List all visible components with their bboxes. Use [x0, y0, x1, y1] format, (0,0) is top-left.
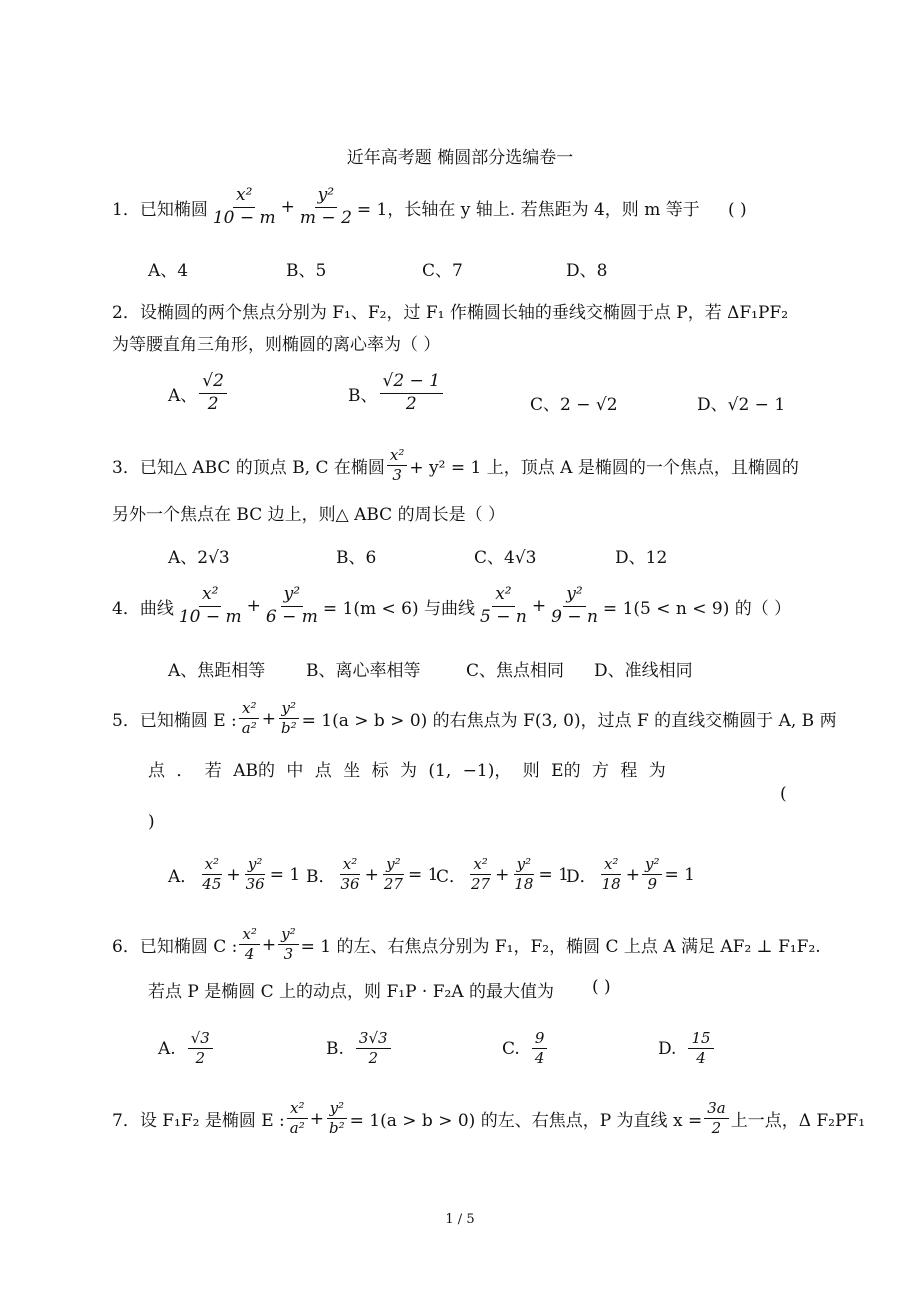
q3-option-b: B、6 [336, 548, 377, 568]
q6-option-d: D. $\frac{15}{4}$ [658, 1030, 716, 1068]
q2-option-c: C、2 − √2 [530, 395, 618, 415]
q3-line-2: 另外一个焦点在 BC 边上，则△ ABC 的周长是（ ） [112, 505, 505, 525]
q2-option-b: B、 $\frac{√2 - 1}{2}$ [348, 372, 445, 414]
q6-option-c: C. $\frac{9}{4}$ [502, 1030, 549, 1068]
page-title: 近年高考题 椭圆部分选编卷一 [346, 148, 574, 168]
question-4: 4．曲线 $\frac{\text{x²}}{10 - m}$ + $\frac{\text{y²}}{6 - m}$ = 1(m < 6) 与曲线 $\frac{\text{x²}}{5 - n}$ + $\frac{\text{y²}}{9 - n}$ = 1(5 < n < 9) 的（ ） [112, 584, 792, 627]
q4-option-c: C、焦点相同 [466, 661, 565, 681]
q5-line-2: 点 ． 若 AB的 中 点 坐 标 为 (1, −1)， 则 E的 方 程 为 [148, 761, 666, 781]
q4-option-a: A、焦距相等 [168, 661, 266, 681]
q2-option-a: A、 $\frac{√2}{2}$ [168, 372, 229, 414]
q5-option-d: D． $\frac{\text{x²}}{18}$ + $\frac{\text{y²}}{9}$ = 1 [566, 855, 695, 894]
q5-option-b: B． $\frac{\text{x²}}{36}$ + $\frac{\text{y²}}{27}$ = 1 [306, 855, 439, 894]
q2-option-d: D、√2 − 1 [697, 395, 786, 415]
q5-paren-close: ) [148, 812, 155, 832]
q1-option-a: A、4 [148, 261, 189, 281]
q5-paren-open: ( [780, 784, 787, 804]
q1-option-d: D、8 [566, 261, 608, 281]
question-5: 5．已知椭圆 E : $\frac{\text{x²}}{\text{a²}}$ + $\frac{\text{y²}}{\text{b²}}$ = 1(a > b > 0) 的右焦点为 F(3, 0)，过点 F 的直线交椭圆于 A, B 两 [112, 699, 837, 738]
q3-option-d: D、12 [615, 548, 668, 568]
q4-option-b: B、离心率相等 [306, 661, 421, 681]
q5-option-c: C． $\frac{\text{x²}}{27}$ + $\frac{\text{y²}}{18}$ = 1 [436, 855, 569, 894]
q2-line-2: 为等腰直角三角形，则椭圆的离心率为（ ） [112, 335, 441, 355]
q1-option-c: C、7 [422, 261, 463, 281]
q1-text: = 1，长轴在 y 轴上. 若焦距为 4，则 m 等于 [356, 199, 700, 220]
q1-prefix: 1．已知椭圆 [112, 199, 208, 220]
q6-option-a: A. $\frac{√3}{2}$ [158, 1030, 215, 1068]
q1-fraction-1: $\frac{\text{x²}}{10 - m}$ [212, 185, 276, 228]
q2-line-1: 2．设椭圆的两个焦点分别为 F₁、F₂，过 F₁ 作椭圆长轴的垂线交椭圆于点 P，若 ΔF₁PF₂ [112, 303, 789, 323]
question-6: 6．已知椭圆 C : $\frac{\text{x²}}{4}$ + $\frac{\text{y²}}{3}$ = 1 的左、右焦点分别为 F₁，F₂，椭圆 C 上点 A 满足 AF₂ ⊥ F₁F₂. [112, 925, 821, 964]
q1-answer-paren: ( ) [728, 200, 747, 220]
q3-option-a: A、2√3 [168, 548, 230, 568]
question-3: 3．已知△ ABC 的顶点 B, C 在椭圆 $\frac{\text{x²}}{3}$ + y² = 1 上，顶点 A 是椭圆的一个焦点，且椭圆的 [112, 446, 799, 485]
q4-option-d: D、准线相同 [594, 661, 693, 681]
question-1: 1．已知椭圆 $\frac{\text{x²}}{10 - m}$ + $\frac{\text{y²}}{m - 2}$ = 1，长轴在 y 轴上. 若焦距为 4，则 m 等于 [112, 185, 700, 228]
question-7: 7．设 F₁F₂ 是椭圆 E : $\frac{\text{x²}}{\text{a²}}$ + $\frac{\text{y²}}{\text{b²}}$ = 1(a > b > 0) 的左、右焦点，P 为直线 x = $\frac{3a}{2}$ 上一点，Δ F₂PF₁ [112, 1099, 866, 1138]
q6-line-2: 若点 P 是椭圆 C 上的动点，则 F₁P · F₂A 的最大值为 [148, 982, 555, 1002]
q3-option-c: C、4√3 [474, 548, 537, 568]
q6-answer-paren: ( ) [592, 977, 611, 997]
q6-option-b: B. $\frac{3√3}{2}$ [326, 1030, 393, 1068]
q1-option-b: B、5 [286, 261, 327, 281]
q5-option-a: A． $\frac{\text{x²}}{45}$ + $\frac{\text{y²}}{36}$ = 1 [168, 855, 301, 894]
q1-fraction-2: $\frac{\text{y²}}{m - 2}$ [299, 185, 352, 228]
page-number: 1 / 5 [445, 1212, 475, 1227]
